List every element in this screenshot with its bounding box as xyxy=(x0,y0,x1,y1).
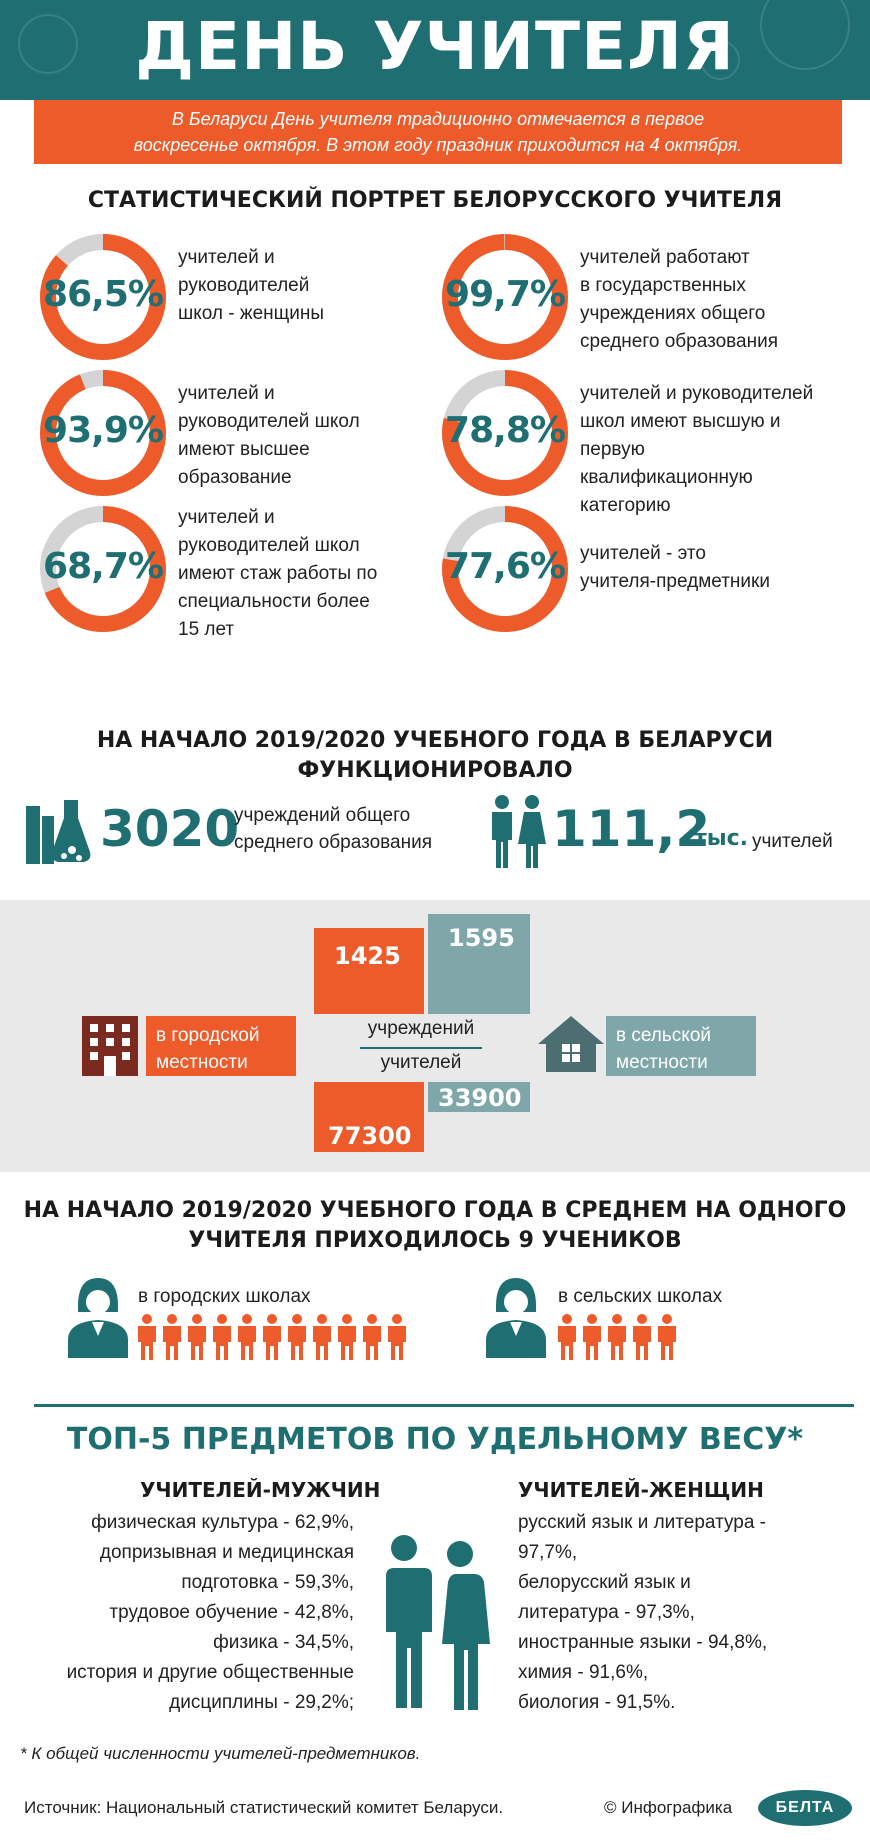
caption-divider xyxy=(360,1047,482,1049)
stat-description xyxy=(580,380,820,520)
subject-line: допризывная и медицинская xyxy=(99,1542,354,1563)
stat-description-line: учителя-предметники xyxy=(580,571,770,592)
label-line: в сельской xyxy=(616,1025,711,1046)
stat-description xyxy=(178,504,418,644)
stat-description-line: первую квалификационную xyxy=(580,439,753,488)
rural-label xyxy=(606,1016,756,1076)
man-woman-icon xyxy=(374,1534,490,1710)
teachers-caption: учителей xyxy=(380,1052,462,1073)
stat-description-line: руководителей школ xyxy=(178,535,360,556)
subject-line: химия - 91,6%, xyxy=(518,1662,649,1683)
institutions-label xyxy=(234,802,432,856)
subject-line: трудовое обучение - 42,8%, xyxy=(109,1602,354,1623)
teachers-label: учителей xyxy=(752,831,833,852)
subject-line: иностранные языки - 94,8%, xyxy=(518,1632,768,1653)
subject-line: белорусский язык и xyxy=(518,1572,691,1593)
footnote: * К общей численности учителей-предметников. xyxy=(20,1744,421,1763)
subject-line: история и другие общественные xyxy=(66,1662,354,1683)
student-icon xyxy=(386,1314,408,1360)
stat-description-line: учреждениях общего xyxy=(580,303,766,324)
stat-description-line: среднего образования xyxy=(580,331,778,352)
rural-schools-label: в сельских школах xyxy=(558,1286,723,1307)
men-column-title: УЧИТЕЛЕЙ-МУЖЧИН xyxy=(140,1478,381,1502)
urban-schools-label: в городских школах xyxy=(138,1286,311,1307)
stat-percent: 77,6% xyxy=(445,546,565,587)
teacher-rural-icon xyxy=(484,1276,548,1358)
stat-description-line: учителей работают xyxy=(580,247,750,268)
teachers-unit: тыс. xyxy=(694,826,749,851)
stat-description xyxy=(178,244,418,328)
stat-description-line: образование xyxy=(178,467,292,488)
men-subjects-list xyxy=(20,1508,354,1718)
rural-teachers-box: 33900 xyxy=(428,1082,530,1112)
functioning-title-line: ФУНКЦИОНИРОВАЛО xyxy=(297,758,573,783)
source-text: Источник: Национальный статистический комитет Беларуси. xyxy=(24,1798,504,1817)
stat-description-line: руководителей школ xyxy=(178,411,360,432)
stat-description-line: учителей и xyxy=(178,507,275,528)
student-icon xyxy=(556,1314,578,1360)
teacher-urban-icon xyxy=(66,1276,130,1358)
stat-description-line: специальности более xyxy=(178,591,370,612)
teachers-count: 111,2 xyxy=(552,800,711,858)
subject-line: литература - 97,3%, xyxy=(518,1602,695,1623)
student-icon xyxy=(361,1314,383,1360)
student-icon xyxy=(211,1314,233,1360)
stat-item xyxy=(38,368,458,498)
stat-description xyxy=(580,244,820,356)
stat-item xyxy=(440,504,860,634)
label-line: среднего образования xyxy=(234,832,432,853)
subject-line: биология - 91,5%. xyxy=(518,1692,676,1713)
stat-percent: 86,5% xyxy=(43,274,163,315)
stat-item xyxy=(38,504,458,640)
student-icon xyxy=(186,1314,208,1360)
urban-rural-band xyxy=(0,900,870,1172)
rural-institutions-box: 1595 xyxy=(428,914,530,1014)
stat-description-line: учителей и xyxy=(178,383,275,404)
subject-line: дисциплины - 29,2%; xyxy=(169,1692,354,1713)
stat-percent: 78,8% xyxy=(445,410,565,451)
stat-percent: 68,7% xyxy=(43,546,163,587)
urban-institutions-box: 1425 xyxy=(314,928,424,1014)
label-line: местности xyxy=(156,1052,248,1073)
stat-description-line: категорию xyxy=(580,495,671,516)
label-line: учреждений общего xyxy=(234,805,411,826)
school-icon xyxy=(24,796,94,868)
house-icon xyxy=(536,1014,606,1074)
page-title: ДЕНЬ УЧИТЕЛЯ xyxy=(135,8,735,85)
student-icon xyxy=(631,1314,653,1360)
stat-description xyxy=(178,380,418,492)
student-icon xyxy=(311,1314,333,1360)
student-icon xyxy=(581,1314,603,1360)
institutions-count: 3020 xyxy=(100,800,240,858)
student-icon xyxy=(161,1314,183,1360)
student-icon xyxy=(136,1314,158,1360)
urban-teachers-box: 77300 xyxy=(314,1082,424,1152)
stat-description-line: имеют стаж работы по xyxy=(178,563,378,584)
section-divider xyxy=(34,1404,854,1407)
label-line: в городской xyxy=(156,1025,260,1046)
logo-lettering: БЕЛТА xyxy=(775,1799,835,1816)
top5-title: ТОП-5 ПРЕДМЕТОВ ПО УДЕЛЬНОМУ ВЕСУ* xyxy=(66,1422,804,1457)
subject-line: 97,7%, xyxy=(518,1542,578,1563)
stat-description-line: в государственных xyxy=(580,275,746,296)
intro-line: В Беларуси День учителя традиционно отмечается в первое xyxy=(171,109,705,129)
stat-description-line: школ - женщины xyxy=(178,303,325,324)
ratio-title-line: НА НАЧАЛО 2019/2020 УЧЕБНОГО ГОДА В СРЕДНЕМ НА ОДНОГО xyxy=(23,1198,847,1223)
stat-description-line: 15 лет xyxy=(178,619,235,640)
institutions-caption: учреждений xyxy=(367,1018,475,1039)
subject-line: подготовка - 59,3%, xyxy=(181,1572,354,1593)
stat-description-line: имеют высшее xyxy=(178,439,310,460)
credit-text: © Инфографика xyxy=(604,1798,733,1817)
stat-item xyxy=(440,368,860,516)
functioning-title-line: НА НАЧАЛО 2019/2020 УЧЕБНОГО ГОДА В БЕЛАРУСИ xyxy=(96,728,774,753)
subject-line: русский язык и литература - xyxy=(518,1512,767,1533)
urban-label xyxy=(146,1016,296,1076)
header-banner xyxy=(0,0,870,100)
stat-description-line: учителей и руководителей xyxy=(580,383,814,404)
ratio-title-line: УЧИТЕЛЯ ПРИХОДИЛОСЬ 9 УЧЕНИКОВ xyxy=(188,1228,682,1253)
student-icon xyxy=(236,1314,258,1360)
stat-description xyxy=(580,540,820,596)
student-icon xyxy=(286,1314,308,1360)
student-icon xyxy=(336,1314,358,1360)
intro-line: воскресенье октября. В этом году праздник приходится на 4 октября. xyxy=(133,135,743,155)
stat-percent: 93,9% xyxy=(43,410,163,451)
subject-line: физика - 34,5%, xyxy=(213,1632,354,1653)
stat-description-line: школ имеют высшую и xyxy=(580,411,781,432)
student-icon xyxy=(261,1314,283,1360)
label-line: местности xyxy=(616,1052,708,1073)
stat-item xyxy=(440,232,860,362)
stat-percent: 99,7% xyxy=(445,274,565,315)
stat-description-line: учителей и xyxy=(178,247,275,268)
intro-banner xyxy=(34,100,842,164)
stat-description-line: руководителей xyxy=(178,275,310,296)
teachers-pair-icon xyxy=(486,794,548,870)
ratio-title xyxy=(0,1196,870,1256)
subject-line: физическая культура - 62,9%, xyxy=(91,1512,354,1533)
student-icon xyxy=(606,1314,628,1360)
women-subjects-list xyxy=(518,1508,848,1718)
women-column-title: УЧИТЕЛЕЙ-ЖЕНЩИН xyxy=(518,1478,764,1502)
stat-item xyxy=(38,232,458,362)
student-icon xyxy=(656,1314,678,1360)
city-building-icon xyxy=(80,1014,140,1076)
stat-description-line: учителей - это xyxy=(580,543,706,564)
portrait-title: СТАТИСТИЧЕСКИЙ ПОРТРЕТ БЕЛОРУССКОГО УЧИТЕЛЯ xyxy=(87,188,783,213)
belta-logo xyxy=(758,1790,852,1826)
functioning-title xyxy=(0,726,870,786)
